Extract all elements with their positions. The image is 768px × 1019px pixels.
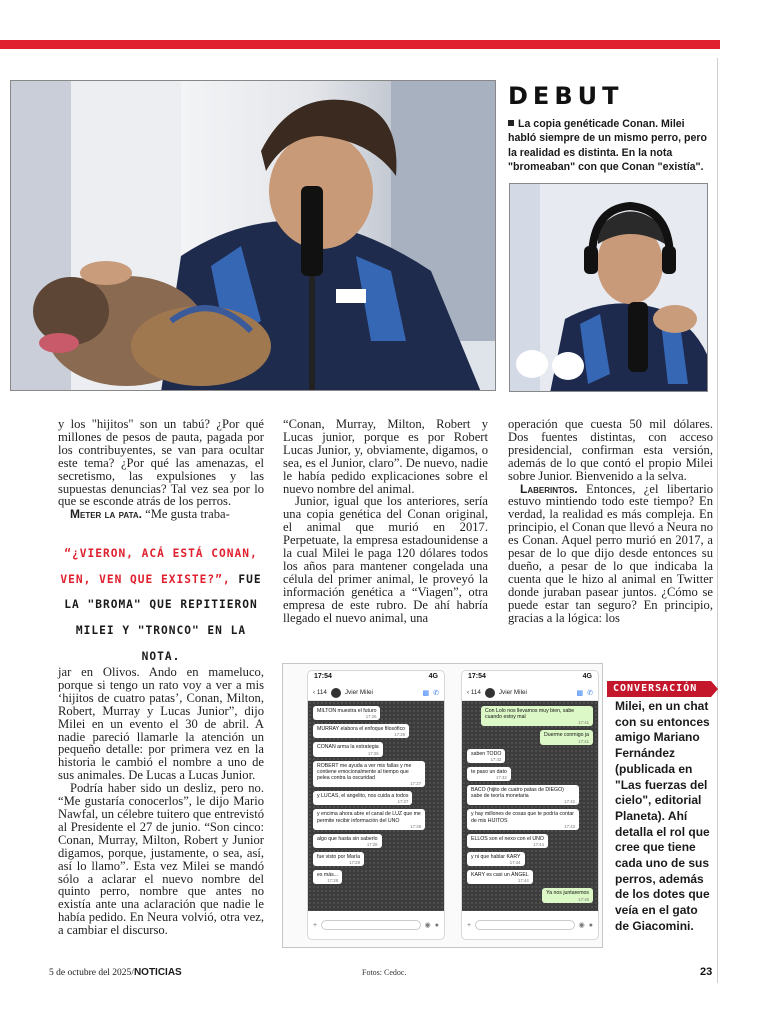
footer-date bbox=[49, 967, 182, 978]
article-column-2 bbox=[283, 418, 488, 625]
paragraph: operación que cuesta 50 mil dólares. Dos fuentes distintas, con acceso presidencial, confirman esta versión, además de lo que contó el propio Milei sobre Junior. Bienvenido a la selva. bbox=[508, 417, 713, 483]
paragraph-text: “Me gusta traba- bbox=[142, 507, 230, 522]
phone-left bbox=[307, 670, 445, 940]
chat-bubble-text: fue visto por María bbox=[317, 854, 360, 861]
debut-caption bbox=[508, 117, 713, 175]
chat-bubble bbox=[542, 888, 593, 902]
chat-bubble-text: es más... bbox=[317, 872, 339, 879]
bullet-square-icon bbox=[508, 120, 514, 126]
chat-bubble bbox=[467, 809, 579, 829]
debut-caption-text: La copia genéticade Conan. Milei habló siempre de un mismo perro, pero la realidad es distinta. En la nota "bromeaban" con que Conan "existía". bbox=[508, 118, 707, 174]
mic-icon[interactable]: ● bbox=[588, 921, 593, 929]
article-column-3 bbox=[508, 418, 713, 625]
section-lead: Laberintos. bbox=[520, 481, 578, 496]
mic-icon[interactable]: ● bbox=[434, 921, 439, 929]
chat-bubble-text: y encima ahora abre el canal de LUZ que me permite recibir información del UNO bbox=[317, 811, 421, 824]
chat-bubble bbox=[467, 834, 548, 848]
chat-bubble bbox=[313, 724, 409, 738]
status-signal: 4G bbox=[428, 673, 438, 680]
footer-separator: / bbox=[131, 968, 134, 978]
chat-bubble-time: 17:26 bbox=[365, 714, 377, 720]
camera-icon[interactable]: ◉ bbox=[424, 922, 431, 929]
chat-bubble bbox=[481, 706, 593, 726]
chat-bubble-time: 17:28 bbox=[410, 823, 421, 829]
message-input[interactable] bbox=[321, 920, 421, 930]
chat-bubble-time: 17:43 bbox=[564, 823, 575, 829]
chat-bubble-time: 17:28 bbox=[327, 878, 339, 884]
chat-bubble-text: Ya nos juntaremos bbox=[546, 890, 589, 897]
chat-bubble bbox=[313, 742, 383, 756]
back-button[interactable]: ‹ 114 bbox=[313, 689, 327, 696]
phone-right bbox=[461, 670, 599, 940]
debut-kicker: DEBUT bbox=[508, 82, 624, 110]
video-call-icon[interactable]: ▩ bbox=[576, 689, 584, 697]
chat-bubble bbox=[467, 852, 525, 866]
paragraph-lead bbox=[58, 508, 264, 521]
video-call-icon[interactable]: ▩ bbox=[422, 689, 430, 697]
chat-bubble-text: te paso un dato bbox=[471, 768, 507, 775]
phone-status-bar bbox=[308, 671, 444, 685]
chat-bubble bbox=[467, 767, 511, 781]
paragraph: Junior, igual que los anteriores, sería una copia genética del Conan original, el animal que murió en 2017. Perpetuate, la empresa estadounidense a la cual Milei le paga 120 dólares todos los años para mantener congelada una célula del primer animal, le proveyó la información genética a “Viagen”, otra empresa de este rubro. De ahí habría llegado el nuevo animal, una bbox=[283, 494, 488, 625]
chat-bubble bbox=[540, 730, 593, 744]
chat-header bbox=[308, 685, 444, 701]
chat-bubble-text: ROBERT me ayuda a ver mis fallas y me contiene emocionalmente al tiempo que pelea contra la oscuridad bbox=[317, 762, 412, 782]
chat-messages bbox=[308, 701, 444, 911]
chat-bubble-time: 17:44 bbox=[518, 878, 529, 884]
paragraph: y los "hijitos" son un tabú? ¿Por qué millones de pesos de pauta, pagada por los contribuyentes, se van para ocultar este tema? ¿Por qué las amenazas, el secretismo, las expulsiones y las supuestas denuncias? Tal vez sea por lo que se esconde atrás de los perros. bbox=[58, 417, 264, 509]
photo-milei-with-dog bbox=[10, 80, 496, 391]
chat-bubble bbox=[313, 809, 425, 829]
chat-bubble bbox=[313, 791, 412, 805]
plus-icon[interactable]: + bbox=[467, 921, 472, 929]
chat-bubble-time: 17:42 bbox=[496, 775, 507, 781]
chat-bubble-time: 17:42 bbox=[564, 799, 575, 805]
paragraph-lead bbox=[508, 483, 713, 625]
photo-milei-with-dog-icon bbox=[11, 81, 496, 391]
plus-icon[interactable]: + bbox=[313, 921, 318, 929]
photo-man-with-headphones-icon bbox=[510, 184, 708, 392]
top-accent-bar bbox=[0, 40, 720, 49]
footer-date-text: 5 de octubre del 2025 bbox=[49, 968, 132, 978]
chat-bubble bbox=[313, 870, 342, 884]
chat-header bbox=[462, 685, 598, 701]
footer-magazine: NOTICIAS bbox=[133, 967, 182, 978]
chat-bubble-time: 17:28 bbox=[366, 842, 378, 848]
chat-bubble bbox=[467, 749, 505, 763]
phone-call-icon[interactable]: ✆ bbox=[433, 689, 439, 697]
article-column-1-bottom bbox=[58, 666, 264, 937]
chat-bubble-text: Duerme conmigo ja bbox=[544, 732, 589, 739]
chat-input-bar bbox=[462, 911, 598, 939]
chat-bubble-text: CONAN arma la estrategia bbox=[317, 744, 379, 751]
chat-bubble-time: 17:27 bbox=[410, 781, 421, 787]
conversacion-tag: CONVERSACIÓN bbox=[607, 681, 711, 697]
chat-bubble bbox=[467, 870, 533, 884]
message-input[interactable] bbox=[475, 920, 575, 930]
chat-bubble-time: 17:42 bbox=[490, 756, 502, 762]
chat-bubble-text: algo que hasta sin saberlo bbox=[317, 835, 378, 842]
status-time: 17:54 bbox=[314, 673, 332, 680]
chat-bubble bbox=[313, 834, 382, 848]
chat-bubble bbox=[467, 785, 579, 805]
paragraph: “Conan, Murray, Milton, Robert y Lucas junior, porque es por Robert Lucas Junior, y, obviamente, digamos, o sea, es el Junior, claro”. De nuevo, nadie le había pedido explicaciones sobre el nuevo nombre del animal. bbox=[283, 417, 488, 496]
chat-bubble-text: KARY es casi un ÁNGEL bbox=[471, 872, 529, 879]
phone-call-icon[interactable]: ✆ bbox=[587, 689, 593, 697]
chat-bubble-text: y hay millones de cosas que te podría contar de mis HIJITOS bbox=[471, 811, 574, 824]
paragraph-text: Entonces, ¿el libertario estuvo mintiendo todo este tiempo? En verdad, la realidad es más compleja. En principio, el Conan que llevó a Neura no es Conan. Aquel perro murió en 2017, a pesar de lo que dijo desde entonces su dueño, a pesar de lo que indicaba la cuenta que le hizo al animal en Twitter donde juraban pasear juntos. ¿Cómo se puede estar tan seguro? En principio, gracias a la lógica: los bbox=[508, 481, 713, 625]
phone-status-bar bbox=[462, 671, 598, 685]
chat-bubble-text: y ni que hablar KARY bbox=[471, 854, 521, 861]
chat-bubble-time: 17:26 bbox=[367, 750, 379, 756]
conversacion-caption: Milei, en un chat con su entonces amigo Mariano Fernández (publicada en "Las fuerzas del cielo", editorial Planeta). Ahí detalla el rol que cree que tiene cada uno de sus perros, además de los dotes que veía en el gato de Giacomini. bbox=[615, 699, 710, 933]
chat-bubble-time: 17:41 bbox=[578, 738, 589, 744]
pull-quote-rest: FUE LA "BROMA" QUE REPITIERON MILEI Y "TRONCO" EN LA NOTA. bbox=[64, 572, 262, 663]
chat-bubble-time: 17:28 bbox=[349, 860, 360, 866]
right-margin-rule bbox=[717, 58, 718, 983]
chat-input-bar bbox=[308, 911, 444, 939]
avatar-icon bbox=[485, 688, 495, 698]
avatar-icon bbox=[331, 688, 341, 698]
chat-bubble-time: 17:44 bbox=[533, 842, 544, 848]
photo-credit: Fotos: Cedoc. bbox=[362, 968, 407, 977]
status-time: 17:54 bbox=[468, 673, 486, 680]
chat-bubble-text: saben TODO bbox=[471, 750, 502, 757]
chat-bubble-time: 17:44 bbox=[509, 860, 521, 866]
camera-icon[interactable]: ◉ bbox=[578, 922, 585, 929]
paragraph: jar en Olivos. Ando en mameluco, porque si tengo un rato voy a ver a mis ‘hijitos de cuatro patas’, Conan, Milton, Robert, Murray y Lucas Junior”, dijo Milei en un evento el 30 de abril. A nadie pareció llamarle la atención un pequeño detalle: por primera vez en la historia le cambió el nombre a uno de sus animales. De Lucas a Lucas Junior. bbox=[58, 665, 264, 783]
chat-bubble-text: ELLOS son el nexo con el UNO bbox=[471, 835, 544, 842]
pull-quote bbox=[58, 541, 264, 670]
pull-quote-quote: “¿VIERON, ACÁ ESTÁ CONAN, VEN, VEN QUE EXISTE?”, bbox=[60, 547, 258, 586]
chat-bubble bbox=[313, 761, 425, 788]
chat-bubble-text: MURRAY elabora el enfoque filosófico bbox=[317, 726, 406, 733]
photo-man-with-headphones bbox=[509, 183, 708, 392]
contact-name: Jvier Milei bbox=[498, 689, 527, 696]
section-lead: Meter la pata. bbox=[70, 507, 142, 522]
paragraph: Podría haber sido un desliz, pero no. “Me gustaría conocerlos”, le dijo Mario Nawfal, un célebre tuitero que entrevistó al Presidente el 27 de junio. “Son cinco: Conan, Murray, Milton, Robert y Junior digamos, porque, justamente, o sea, así, así lo llamo”. Esta vez Milei se mandó sólo a aclarar el nuevo nombre del quinto perro, nombre que antes no existía ante una aclaración que nadie le había pedido. En Neura volvió, otra vez, a cambiar el discurso. bbox=[58, 781, 264, 938]
chat-bubble-time: 17:27 bbox=[397, 799, 409, 805]
page-number: 23 bbox=[700, 966, 713, 978]
article-column-1-top bbox=[58, 418, 264, 521]
chat-bubble-text: Con Lolo nos llevamos muy bien, sabe cuando estoy mal bbox=[485, 708, 575, 721]
status-signal: 4G bbox=[582, 673, 592, 680]
chat-screenshots bbox=[282, 663, 603, 948]
chat-bubble bbox=[313, 706, 380, 720]
contact-name: Jvier Milei bbox=[344, 689, 373, 696]
chat-bubble-text: y LUCAS, el angelito, nos cuida a todos bbox=[317, 793, 409, 800]
chat-bubble-time: 17:26 bbox=[394, 732, 406, 738]
chat-bubble-time: 17:45 bbox=[578, 896, 589, 902]
chat-bubble-time: 17:41 bbox=[578, 720, 589, 726]
chat-bubble-text: BACO (hijito de cuatro patas de DIEGO) sabe de teoría monetaria bbox=[471, 787, 564, 800]
chat-bubble bbox=[313, 852, 364, 866]
chat-bubble-text: MILTON muestra el futuro bbox=[317, 708, 377, 714]
back-button[interactable]: ‹ 114 bbox=[467, 689, 481, 696]
chat-messages bbox=[462, 701, 598, 911]
